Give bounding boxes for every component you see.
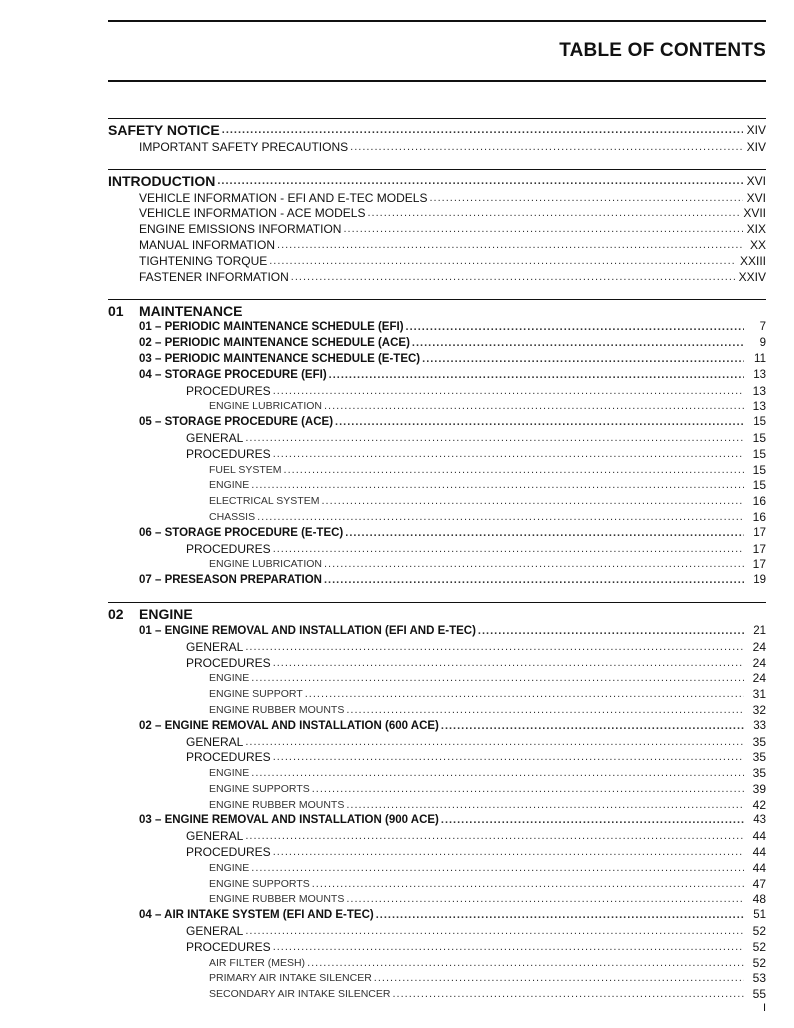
dot-leader <box>273 845 744 860</box>
toc-entry-label: SAFETY NOTICE <box>108 122 220 138</box>
toc-entry-label: 03 – ENGINE REMOVAL AND INSTALLATION (900 ACE) <box>139 814 439 827</box>
toc-topic-entry[interactable] <box>108 765 766 781</box>
toc-topic-entry[interactable] <box>108 781 766 797</box>
toc-page-number: 52 <box>752 924 766 939</box>
dot-leader <box>273 447 744 462</box>
toc-page-number: 35 <box>752 750 766 765</box>
toc-entry-label: ENGINE SUPPORTS <box>209 782 310 795</box>
section-number: 02 <box>108 606 124 623</box>
dot-leader <box>343 222 742 237</box>
toc-topic-entry[interactable] <box>108 509 766 525</box>
toc-chapter-entry[interactable] <box>108 320 766 336</box>
dot-leader <box>324 573 744 588</box>
toc-chapter-entry[interactable] <box>108 367 766 383</box>
dot-leader <box>335 415 744 430</box>
toc-entry-label: 04 – STORAGE PROCEDURE (EFI) <box>139 368 327 381</box>
toc-topic-entry[interactable] <box>108 892 766 908</box>
toc-front-section <box>108 118 766 155</box>
toc-topic-entry[interactable] <box>108 686 766 702</box>
toc-page-number: 17 <box>753 526 766 539</box>
toc-entry-label: AIR FILTER (MESH) <box>209 956 306 969</box>
toc-entry-label: ENGINE SUPPORTS <box>209 877 310 890</box>
toc-entry-label: PROCEDURES <box>186 939 271 954</box>
toc-entry-label: VEHICLE INFORMATION - ACE MODELS <box>139 206 366 221</box>
toc-page-number: 11 <box>754 352 766 365</box>
toc-page-number: 33 <box>753 719 766 732</box>
toc-page-number: 15 <box>752 462 766 477</box>
toc-topic-entry[interactable] <box>108 462 766 478</box>
toc-chapter-entry[interactable] <box>108 907 766 923</box>
toc-chapter-entry[interactable] <box>108 335 766 351</box>
toc-entry[interactable] <box>108 190 766 206</box>
dot-leader <box>350 140 743 155</box>
toc-topic-entry[interactable] <box>108 971 766 987</box>
toc-entry-label: ENGINE <box>209 861 250 874</box>
toc-entry-label: 02 – ENGINE REMOVAL AND INSTALLATION (600 ACE) <box>139 719 439 732</box>
dot-leader <box>284 463 744 478</box>
toc-entry-label: ENGINE RUBBER MOUNTS <box>209 798 345 811</box>
toc-page-number: 24 <box>752 639 766 654</box>
dot-leader <box>269 254 736 269</box>
toc-page-number: 24 <box>752 655 766 670</box>
toc-page-number: XIV <box>746 139 766 154</box>
dot-leader <box>441 813 744 828</box>
toc-page-number: 16 <box>752 509 766 524</box>
dot-leader <box>245 735 744 750</box>
dot-leader <box>329 368 744 383</box>
toc-subsection-entry[interactable] <box>108 750 766 766</box>
toc-topic-entry[interactable] <box>108 478 766 494</box>
toc-page-number: XXIII <box>739 253 766 268</box>
dot-leader <box>412 336 744 351</box>
toc-topic-entry[interactable] <box>108 493 766 509</box>
toc-page-number: XVI <box>746 173 766 188</box>
dot-leader <box>251 861 744 876</box>
toc-subsection-entry[interactable] <box>108 923 766 939</box>
toc-entry-label: 01 – PERIODIC MAINTENANCE SCHEDULE (EFI) <box>139 321 404 334</box>
toc-entry-label: 01 – ENGINE REMOVAL AND INSTALLATION (EFI AND E-TEC) <box>139 624 476 637</box>
dot-leader <box>321 494 744 509</box>
toc-page-number: 43 <box>753 814 766 827</box>
toc-entry-label: GENERAL <box>186 924 244 939</box>
title-rule <box>108 80 766 82</box>
toc-entry-label: GENERAL <box>186 430 244 445</box>
toc-chapter-entry[interactable] <box>108 572 766 588</box>
dot-leader <box>441 719 744 734</box>
toc-page-number: 13 <box>752 383 766 398</box>
dot-leader <box>273 940 744 955</box>
toc-entry-label: GENERAL <box>186 734 244 749</box>
dot-leader <box>374 971 744 986</box>
toc-page-number: 44 <box>752 845 766 860</box>
page-title: TABLE OF CONTENTS <box>559 40 766 61</box>
toc-entry-label: 06 – STORAGE PROCEDURE (E-TEC) <box>139 526 344 539</box>
toc-chapter-entry[interactable] <box>108 813 766 829</box>
toc-page-number: 39 <box>752 781 766 796</box>
toc-topic-entry[interactable] <box>108 399 766 415</box>
toc-page-number: 16 <box>752 494 766 509</box>
toc-chapter-entry[interactable] <box>108 623 766 639</box>
toc-entry-label: 03 – PERIODIC MAINTENANCE SCHEDULE (E-TEC) <box>139 352 421 365</box>
toc-subsection-entry[interactable] <box>108 655 766 671</box>
dot-leader <box>291 270 735 285</box>
dot-leader <box>251 478 744 493</box>
toc-entry-label: 05 – STORAGE PROCEDURE (ACE) <box>139 416 334 429</box>
toc-entry-label: PROCEDURES <box>186 446 271 461</box>
dot-leader <box>251 671 744 686</box>
toc-section <box>108 602 766 1002</box>
toc-page-number: 53 <box>752 971 766 986</box>
toc-entry[interactable] <box>108 269 766 285</box>
toc-entry-label: ENGINE LUBRICATION <box>209 558 322 571</box>
toc-page-number: 7 <box>759 321 766 334</box>
toc-page-number: XX <box>749 237 766 252</box>
dot-leader <box>312 782 744 797</box>
toc-page-number: 15 <box>752 446 766 461</box>
toc-page-number: 9 <box>759 337 766 350</box>
toc-page-number: 21 <box>753 624 766 637</box>
toc-entry-label: 07 – PRESEASON PREPARATION <box>139 574 322 587</box>
toc-page-number: 13 <box>753 368 766 381</box>
toc-entry-label: GENERAL <box>186 639 244 654</box>
toc-entry-label: MANUAL INFORMATION <box>139 237 276 252</box>
toc-page-number: 15 <box>752 478 766 493</box>
toc-page-number: 13 <box>752 399 766 414</box>
toc-entry-label: 02 – PERIODIC MAINTENANCE SCHEDULE (ACE) <box>139 337 410 350</box>
toc-topic-entry[interactable] <box>108 671 766 687</box>
dot-leader <box>406 320 744 335</box>
toc-entry-label: ENGINE <box>209 767 250 780</box>
toc-topic-entry[interactable] <box>108 702 766 718</box>
toc-page-number: XIX <box>746 222 766 237</box>
toc-entry[interactable] <box>108 253 766 269</box>
toc-subsection-entry[interactable] <box>108 383 766 399</box>
toc-subsection-entry[interactable] <box>108 430 766 446</box>
toc-page-number: 32 <box>752 702 766 717</box>
toc-entry-label: ENGINE <box>209 672 250 685</box>
dot-leader <box>392 987 744 1002</box>
toc-page-number: 17 <box>752 557 766 572</box>
toc-subsection-entry[interactable] <box>108 939 766 955</box>
toc-entry-label: ENGINE SUPPORT <box>209 688 303 701</box>
toc-entry-label: TIGHTENING TORQUE <box>139 253 268 268</box>
dot-leader <box>324 399 744 414</box>
toc-page-number: 19 <box>753 574 766 587</box>
dot-leader <box>324 557 744 572</box>
toc-entry-label: 04 – AIR INTAKE SYSTEM (EFI AND E-TEC) <box>139 909 374 922</box>
toc-page-number: 55 <box>752 987 766 1002</box>
top-rule <box>108 20 766 22</box>
toc-entry-label: SECONDARY AIR INTAKE SILENCER <box>209 988 391 1001</box>
section-heading[interactable] <box>108 605 766 623</box>
table-of-contents <box>108 118 766 1002</box>
dot-leader <box>273 542 744 557</box>
dot-leader <box>305 687 744 702</box>
toc-chapter-entry[interactable] <box>108 351 766 367</box>
toc-chapter-entry[interactable] <box>108 525 766 541</box>
toc-topic-entry[interactable] <box>108 860 766 876</box>
dot-leader <box>376 908 744 923</box>
toc-section <box>108 299 766 589</box>
toc-page-number: XVI <box>746 190 766 205</box>
toc-chapter-entry[interactable] <box>108 414 766 430</box>
toc-chapter-entry[interactable] <box>108 718 766 734</box>
dot-leader <box>277 238 744 253</box>
toc-entry-label: VEHICLE INFORMATION - EFI AND E-TEC MODELS <box>139 190 428 205</box>
dot-leader <box>346 798 744 813</box>
toc-entry-label: ENGINE LUBRICATION <box>209 400 322 413</box>
section-title: MAINTENANCE <box>139 302 243 319</box>
toc-entry-label: PROCEDURES <box>186 750 271 765</box>
toc-page-number: 35 <box>752 734 766 749</box>
toc-entry-label: PROCEDURES <box>186 655 271 670</box>
dot-leader <box>422 352 744 367</box>
toc-page-number: 48 <box>752 892 766 907</box>
toc-entry[interactable] <box>108 221 766 237</box>
toc-entry-label: ELECTRICAL SYSTEM <box>209 495 320 508</box>
toc-subsection-entry[interactable] <box>108 844 766 860</box>
dot-leader <box>251 766 744 781</box>
toc-topic-entry[interactable] <box>108 557 766 573</box>
dot-leader <box>273 384 744 399</box>
toc-entry[interactable] <box>108 139 766 155</box>
toc-entry-label: IMPORTANT SAFETY PRECAUTIONS <box>139 139 349 154</box>
toc-front-section <box>108 169 766 285</box>
dot-leader <box>245 640 744 655</box>
toc-entry-label: FUEL SYSTEM <box>209 463 282 476</box>
dot-leader <box>273 656 744 671</box>
dot-leader <box>245 924 744 939</box>
dot-leader <box>217 173 742 190</box>
dot-leader <box>346 703 744 718</box>
section-heading[interactable] <box>108 302 766 320</box>
toc-entry-label: INTRODUCTION <box>108 172 216 189</box>
toc-entry-label: PRIMARY AIR INTAKE SILENCER <box>209 972 372 985</box>
toc-entry-label: ENGINE <box>209 479 250 492</box>
toc-page-number: XXIV <box>738 269 766 284</box>
dot-leader <box>273 750 744 765</box>
toc-page-number: 47 <box>752 876 766 891</box>
toc-topic-entry[interactable] <box>108 955 766 971</box>
toc-page-number: 15 <box>752 430 766 445</box>
section-title: ENGINE <box>139 606 193 623</box>
toc-subsection-entry[interactable] <box>108 541 766 557</box>
toc-page-number: 52 <box>752 955 766 970</box>
toc-subsection-entry[interactable] <box>108 639 766 655</box>
toc-page-number: 44 <box>752 829 766 844</box>
toc-entry-label: FASTENER INFORMATION <box>139 269 289 284</box>
toc-topic-entry[interactable] <box>108 876 766 892</box>
toc-entry-label: CHASSIS <box>209 510 256 523</box>
toc-entry[interactable] <box>108 237 766 253</box>
toc-entry-label: GENERAL <box>186 829 244 844</box>
toc-entry-label: PROCEDURES <box>186 845 271 860</box>
dot-leader <box>367 206 739 221</box>
dot-leader <box>245 431 744 446</box>
toc-entry-label: PROCEDURES <box>186 383 271 398</box>
toc-subsection-entry[interactable] <box>108 734 766 750</box>
toc-page-number: 52 <box>752 939 766 954</box>
toc-page-number: 35 <box>752 766 766 781</box>
section-number: 01 <box>108 302 124 319</box>
dot-leader <box>222 122 743 139</box>
toc-page-number: XIV <box>746 123 766 137</box>
toc-page-number: 24 <box>752 671 766 686</box>
toc-front-heading[interactable] <box>108 121 766 139</box>
toc-subsection-entry[interactable] <box>108 446 766 462</box>
toc-topic-entry[interactable] <box>108 986 766 1002</box>
toc-page-number: 31 <box>752 687 766 702</box>
dot-leader <box>307 956 744 971</box>
toc-entry-label: PROCEDURES <box>186 541 271 556</box>
dot-leader <box>245 829 744 844</box>
toc-front-heading[interactable] <box>108 172 766 190</box>
toc-entry-label: ENGINE RUBBER MOUNTS <box>209 893 345 906</box>
toc-page-number: 15 <box>753 416 766 429</box>
toc-page-number: 42 <box>752 797 766 812</box>
toc-subsection-entry[interactable] <box>108 828 766 844</box>
toc-page-number: XVII <box>743 206 766 221</box>
dot-leader <box>345 526 744 541</box>
dot-leader <box>312 877 744 892</box>
toc-page-number: 17 <box>752 541 766 556</box>
toc-page-number: 51 <box>753 909 766 922</box>
toc-entry-label: ENGINE RUBBER MOUNTS <box>209 703 345 716</box>
toc-entry-label: ENGINE EMISSIONS INFORMATION <box>139 222 342 237</box>
dot-leader <box>257 510 744 525</box>
page-number: I <box>762 1002 766 1014</box>
dot-leader <box>346 892 744 907</box>
dot-leader <box>429 191 742 206</box>
toc-entry[interactable] <box>108 206 766 222</box>
toc-page-number: 44 <box>752 860 766 875</box>
toc-topic-entry[interactable] <box>108 797 766 813</box>
dot-leader <box>478 624 744 639</box>
